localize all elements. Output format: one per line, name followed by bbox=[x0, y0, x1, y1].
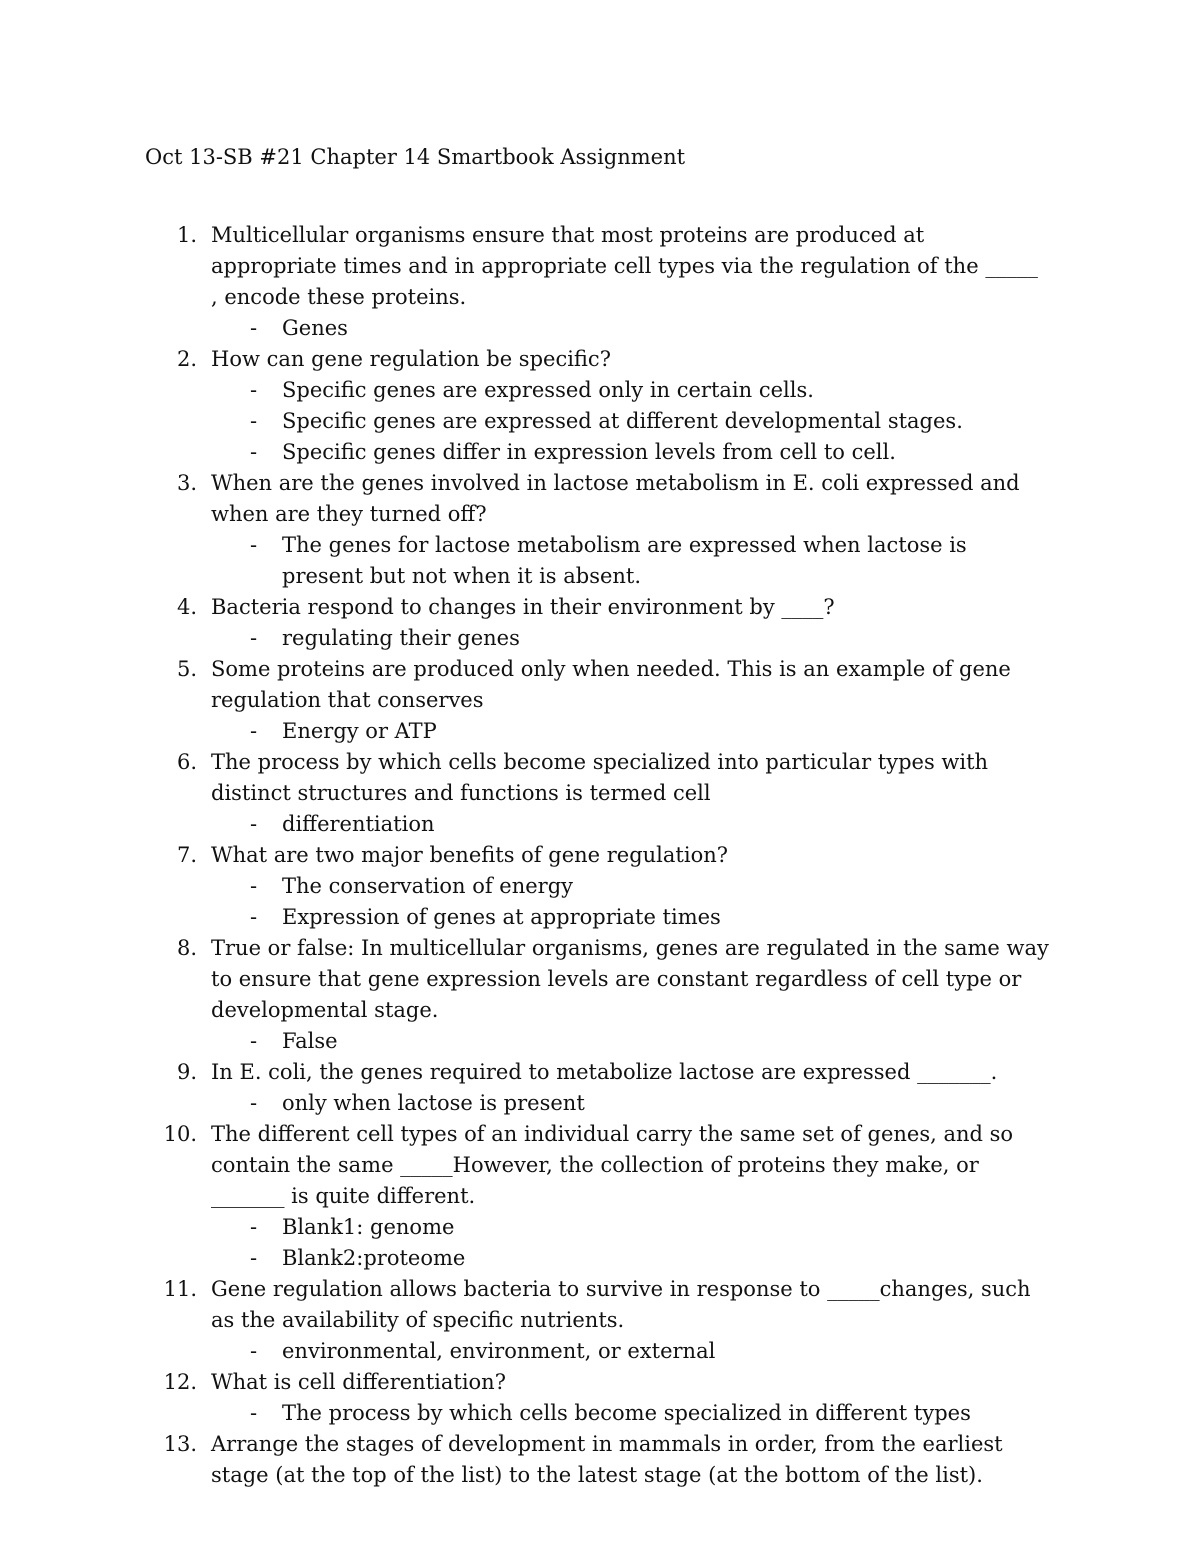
question-list bbox=[0, 220, 1200, 1491]
dash-bullet: - bbox=[250, 440, 258, 464]
question-number: 5. bbox=[176, 657, 197, 681]
answer-text: only when lactose is present bbox=[282, 1091, 585, 1115]
question-item bbox=[0, 1367, 1200, 1429]
dash-bullet: - bbox=[250, 1246, 258, 1270]
answer-item bbox=[0, 313, 1200, 344]
answer-text: The process by which cells become specialized in different types bbox=[282, 1401, 971, 1425]
answer-text: differentiation bbox=[282, 812, 435, 836]
answer-item bbox=[0, 809, 1200, 840]
question-number: 4. bbox=[176, 595, 197, 619]
answer-text: Specific genes are expressed at different developmental stages. bbox=[282, 409, 963, 433]
answer-list bbox=[0, 1088, 1200, 1119]
question-text: Gene regulation allows bacteria to survive in response to _____changes, such as the availability of specific nutrients. bbox=[211, 1277, 1031, 1332]
answer-item bbox=[0, 1026, 1200, 1057]
dash-bullet: - bbox=[250, 1339, 258, 1363]
dash-bullet: - bbox=[250, 626, 258, 650]
answer-item bbox=[0, 1336, 1200, 1367]
dash-bullet: - bbox=[250, 316, 258, 340]
question-item bbox=[0, 344, 1200, 468]
question-text: The process by which cells become specialized into particular types with distinct structures and functions is termed cell bbox=[211, 750, 989, 805]
document-title: Oct 13-SB #21 Chapter 14 Smartbook Assignment bbox=[145, 145, 686, 169]
answer-text: environmental, environment, or external bbox=[282, 1339, 716, 1363]
dash-bullet: - bbox=[250, 874, 258, 898]
question-item bbox=[0, 933, 1200, 1057]
question-text: Bacteria respond to changes in their environment by ____? bbox=[211, 595, 835, 619]
answer-text: Energy or ATP bbox=[282, 719, 437, 743]
dash-bullet: - bbox=[250, 905, 258, 929]
answer-list bbox=[0, 1026, 1200, 1057]
answer-text: The conservation of energy bbox=[282, 874, 574, 898]
dash-bullet: - bbox=[250, 533, 258, 557]
answer-list bbox=[0, 623, 1200, 654]
question-number: 13. bbox=[163, 1432, 197, 1456]
dash-bullet: - bbox=[250, 1215, 258, 1239]
question-item bbox=[0, 592, 1200, 654]
answer-item bbox=[0, 902, 1200, 933]
answer-item bbox=[0, 716, 1200, 747]
question-text: When are the genes involved in lactose metabolism in E. coli expressed and when are they turned off? bbox=[211, 471, 1020, 526]
question-item bbox=[0, 1057, 1200, 1119]
answer-list bbox=[0, 530, 1200, 592]
question-number: 1. bbox=[176, 223, 197, 247]
answer-list bbox=[0, 716, 1200, 747]
question-text: True or false: In multicellular organisms, genes are regulated in the same way to ensure that gene expression levels are constant regardless of cell type or developmental stage. bbox=[211, 936, 1049, 1022]
answer-item bbox=[0, 623, 1200, 654]
question-text: What is cell differentiation? bbox=[211, 1370, 506, 1394]
answer-text: Blank2:proteome bbox=[282, 1246, 466, 1270]
answer-text: Specific genes are expressed only in certain cells. bbox=[282, 378, 814, 402]
question-text: In E. coli, the genes required to metabolize lactose are expressed _______. bbox=[211, 1060, 998, 1084]
answer-text: Blank1: genome bbox=[282, 1215, 455, 1239]
question-number: 3. bbox=[176, 471, 197, 495]
question-text: What are two major benefits of gene regulation? bbox=[211, 843, 729, 867]
question-text: Multicellular organisms ensure that most proteins are produced at appropriate times and in appropriate cell types via the regulation of the _____ , encode these proteins. bbox=[211, 223, 1038, 309]
question-item bbox=[0, 1274, 1200, 1367]
question-number: 9. bbox=[176, 1060, 197, 1084]
answer-list bbox=[0, 1336, 1200, 1367]
answer-text: Specific genes differ in expression levels from cell to cell. bbox=[282, 440, 896, 464]
answer-item bbox=[0, 406, 1200, 437]
answer-list bbox=[0, 1398, 1200, 1429]
question-text: How can gene regulation be specific? bbox=[211, 347, 611, 371]
answer-list bbox=[0, 809, 1200, 840]
question-number: 8. bbox=[176, 936, 197, 960]
answer-text: The genes for lactose metabolism are expressed when lactose is present but not when it is absent. bbox=[282, 533, 967, 588]
answer-item bbox=[0, 1243, 1200, 1274]
question-number: 6. bbox=[176, 750, 197, 774]
answer-list bbox=[0, 1212, 1200, 1274]
answer-item bbox=[0, 1398, 1200, 1429]
question-number: 2. bbox=[176, 347, 197, 371]
answer-text: Genes bbox=[282, 316, 348, 340]
answer-list bbox=[0, 313, 1200, 344]
question-item bbox=[0, 1119, 1200, 1274]
question-item bbox=[0, 654, 1200, 747]
dash-bullet: - bbox=[250, 378, 258, 402]
question-item bbox=[0, 747, 1200, 840]
answer-item bbox=[0, 530, 1200, 592]
question-item bbox=[0, 840, 1200, 933]
answer-item bbox=[0, 437, 1200, 468]
question-number: 10. bbox=[163, 1122, 197, 1146]
answer-text: False bbox=[282, 1029, 338, 1053]
answer-item bbox=[0, 1212, 1200, 1243]
dash-bullet: - bbox=[250, 1029, 258, 1053]
answer-item bbox=[0, 375, 1200, 406]
question-number: 7. bbox=[176, 843, 197, 867]
answer-item bbox=[0, 1088, 1200, 1119]
answer-list bbox=[0, 871, 1200, 933]
answer-text: Expression of genes at appropriate times bbox=[282, 905, 721, 929]
answer-item bbox=[0, 871, 1200, 902]
dash-bullet: - bbox=[250, 719, 258, 743]
dash-bullet: - bbox=[250, 409, 258, 433]
question-item bbox=[0, 468, 1200, 592]
dash-bullet: - bbox=[250, 1091, 258, 1115]
question-text: The different cell types of an individual carry the same set of genes, and so contain the same _____However, the collection of proteins they make, or _______ is quite different. bbox=[211, 1122, 1014, 1208]
question-item bbox=[0, 1429, 1200, 1491]
question-item bbox=[0, 220, 1200, 344]
dash-bullet: - bbox=[250, 812, 258, 836]
question-text: Some proteins are produced only when needed. This is an example of gene regulation that conserves bbox=[211, 657, 1011, 712]
question-number: 12. bbox=[163, 1370, 197, 1394]
answer-list bbox=[0, 375, 1200, 468]
question-number: 11. bbox=[163, 1277, 197, 1301]
question-text: Arrange the stages of development in mammals in order, from the earliest stage (at the top of the list) to the latest stage (at the bottom of the list). bbox=[211, 1432, 1003, 1487]
dash-bullet: - bbox=[250, 1401, 258, 1425]
answer-text: regulating their genes bbox=[282, 626, 520, 650]
